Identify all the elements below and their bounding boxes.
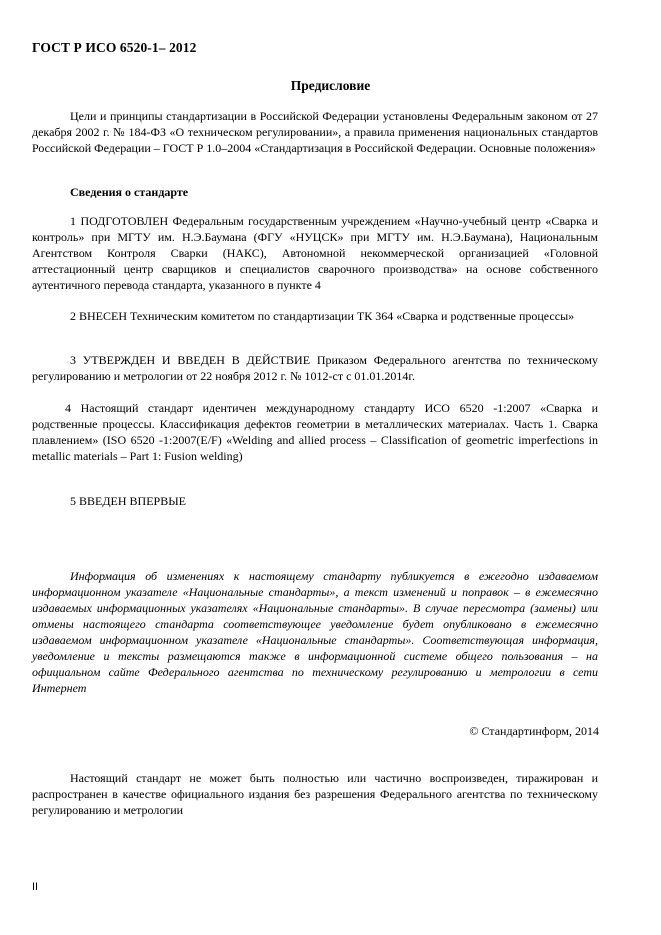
item-3-paragraph: 3 УТВЕРЖДЕН И ВВЕДЕН В ДЕЙСТВИЕ Приказом Федерального агентства по техническому регулированию и метрологии от 22 ноября 2012 г. № 1012-ст с 01.01.2014г. <box>32 353 598 383</box>
item-4-paragraph: 4 Настоящий стандарт идентичен международному стандарту ИСО 6520 -1:2007 «Сварка и родственные процессы. Классификация дефектов геометрии в металлических материалах. Часть 1. Сварка плавлением» (ISO 6520 -1:2007(E/F) «Welding and allied process – Classification of geometric imperfections in metallic materials – Part 1: Fusion welding) <box>32 401 598 463</box>
item-5-paragraph: 5 ВВЕДЕН ВПЕРВЫЕ <box>70 494 186 508</box>
page-number: II <box>32 881 39 893</box>
reproduction-paragraph: Настоящий стандарт не может быть полностью или частично воспроизведен, тиражирован и распространен в качестве официального издания без разрешения Федерального агентства по техническому регулированию и метрологии <box>32 771 598 817</box>
standard-code-header: ГОСТ Р ИСО 6520-1– 2012 <box>32 40 197 55</box>
item-1-paragraph: 1 ПОДГОТОВЛЕН Федеральным государственным учреждением «Научно-учебный центр «Сварка и контроль» при МГТУ им. Н.Э.Баумана (ФГУ «НУЦСК» при МГТУ им. Н.Э.Баумана), Национальным Агентством Контроля Сварки (НАКС), Автономной некоммерческой организацией «Головной аттестационный центр сварщиков и специалистов сварочного производства» на основе собственного аутентичного перевода стандарта, указанного в пункте 4 <box>32 214 598 292</box>
info-heading: Сведения о стандарте <box>70 185 189 199</box>
intro-paragraph: Цели и принципы стандартизации в Российской Федерации установлены Федеральным законом от 27 декабря 2002 г. № 184-ФЗ «О техническом регулировании», а правила применения национальных стандартов Российской Федерации – ГОСТ Р 1.0–2004 «Стандартизация в Российской Федерации. Основные положения» <box>32 109 598 155</box>
notice-paragraph: Информация об изменениях к настоящему стандарту публикуется в ежегодно издаваемом информационном указателе «Национальные стандарты», а текст изменений и поправок – в ежемесячно издаваемых информационных указателях «Национальные стандарты». В случае пересмотра (замены) или отмены настоящего стандарта соответствующее уведомление будет опубликовано в ежемесячно издаваемом информационном указателе «Национальные стандарты». Соответствующая информация, уведомление и тексты размещаются также в информационной системе общего пользования – на официальном сайте Федерального агентства по техническому регулированию и метрологии в сети Интернет <box>32 569 598 695</box>
page-title: Предисловие <box>290 78 371 93</box>
item-2-paragraph: 2 ВНЕСЕН Техническим комитетом по стандартизации ТК 364 «Сварка и родственные процессы» <box>70 309 575 323</box>
copyright-notice: © Стандартинформ, 2014 <box>469 724 599 738</box>
